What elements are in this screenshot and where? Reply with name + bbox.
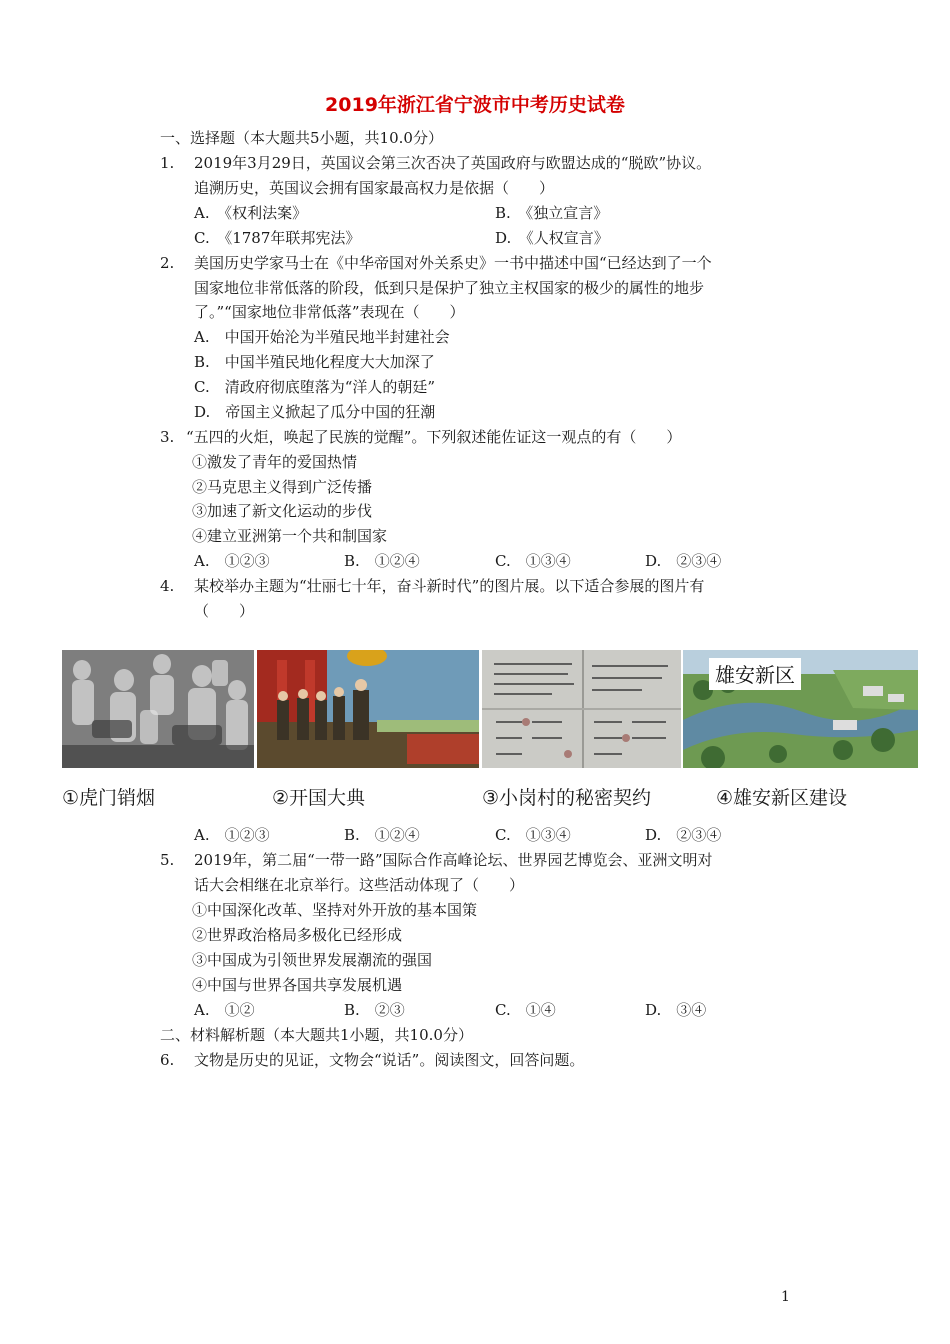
statement-item: ③中国成为引领世界发展潮流的强国 xyxy=(192,951,433,969)
statement-item: ②马克思主义得到广泛传播 xyxy=(192,478,373,496)
question-text: 2019年，第二届“一带一路”国际合作高峰论坛、世界园艺博览会、亚洲文明对 xyxy=(194,851,713,869)
option-a: A. ①②③ xyxy=(194,552,270,570)
option-c: C. ①③④ xyxy=(495,826,571,844)
image-overlay-label: 雄安新区 xyxy=(715,663,795,687)
option-d: D. 《人权宣言》 xyxy=(495,229,609,247)
statement-item: ③加速了新文化运动的步伐 xyxy=(192,502,373,520)
option-b: B. ①②④ xyxy=(344,552,420,570)
page-number: 1 xyxy=(781,1289,790,1305)
humen-relief-image xyxy=(62,650,254,768)
option-a: A. ①②③ xyxy=(194,826,270,844)
question-text: 2019年3月29日，英国议会第三次否决了英国政府与欧盟达成的“脱欧”协议。 xyxy=(194,154,712,172)
statement-item: ②世界政治格局多极化已经形成 xyxy=(192,926,403,944)
option-c: C. ①④ xyxy=(495,1001,556,1019)
option-c: C. 《1787年联邦宪法》 xyxy=(194,229,361,247)
question-number: 6. xyxy=(160,1051,175,1069)
question-text: “五四的火炬，唤起了民族的觉醒”。下列叙述能佐证这一观点的有（ ） xyxy=(186,428,682,446)
option-d: D. 帝国主义掀起了瓜分中国的狂潮 xyxy=(194,403,436,421)
question-text: 了。”“国家地位非常低落”表现在（ ） xyxy=(194,303,465,321)
option-a: A. ①② xyxy=(194,1001,255,1019)
section-heading-material: 二、材料解析题（本大题共1小题，共10.0分） xyxy=(160,1026,473,1044)
question-text: （ ） xyxy=(194,602,255,620)
picture-strip xyxy=(62,650,918,768)
option-a: A. 《权利法案》 xyxy=(194,204,308,222)
option-a: A. 中国开始沦为半殖民地半封建社会 xyxy=(194,328,450,346)
question-number: 3. xyxy=(160,428,175,446)
question-number: 1. xyxy=(160,154,175,172)
xiongan-new-area-image xyxy=(683,650,918,768)
statement-item: ①中国深化改革、坚持对外开放的基本国策 xyxy=(192,901,478,919)
option-b: B. 《独立宣言》 xyxy=(495,204,609,222)
option-d: D. ②③④ xyxy=(645,552,722,570)
image-caption: ③小岗村的秘密契约 xyxy=(482,787,652,809)
option-b: B. ①②④ xyxy=(344,826,420,844)
statement-item: ①激发了青年的爱国热情 xyxy=(192,453,358,471)
statement-item: ④建立亚洲第一个共和制国家 xyxy=(192,527,388,545)
image-caption: ②开国大典 xyxy=(272,787,366,809)
question-number: 5. xyxy=(160,851,175,869)
image-caption: ①虎门销烟 xyxy=(62,787,156,809)
founding-ceremony-image xyxy=(257,650,479,768)
question-text: 文物是历史的见证，文物会“说话”。阅读图文，回答问题。 xyxy=(194,1051,585,1069)
question-number: 4. xyxy=(160,577,175,595)
question-text: 追溯历史，英国议会拥有国家最高权力是依据（ ） xyxy=(194,179,555,197)
option-c: C. 清政府彻底堕落为“洋人的朝廷” xyxy=(194,378,436,396)
xiaogang-contract-image xyxy=(482,650,681,768)
image-caption: ④雄安新区建设 xyxy=(716,787,848,809)
question-text: 某校举办主题为“壮丽七十年，奋斗新时代”的图片展。以下适合参展的图片有 xyxy=(194,577,705,595)
option-b: B. ②③ xyxy=(344,1001,405,1019)
question-text: 话大会相继在北京举行。这些活动体现了（ ） xyxy=(194,876,525,894)
exam-title: 2019年浙江省宁波市中考历史试卷 xyxy=(325,94,625,116)
option-b: B. 中国半殖民地化程度大大加深了 xyxy=(194,353,435,371)
option-d: D. ②③④ xyxy=(645,826,722,844)
section-heading-choice: 一、选择题（本大题共5小题，共10.0分） xyxy=(160,129,443,147)
statement-item: ④中国与世界各国共享发展机遇 xyxy=(192,976,403,994)
option-d: D. ③④ xyxy=(645,1001,707,1019)
option-c: C. ①③④ xyxy=(495,552,571,570)
question-number: 2. xyxy=(160,254,175,272)
question-text: 国家地位非常低落的阶段，低到只是保护了独立主权国家的极少的属性的地步 xyxy=(194,279,705,297)
question-text: 美国历史学家马士在《中华帝国对外关系史》一书中描述中国“已经达到了一个 xyxy=(194,254,712,272)
